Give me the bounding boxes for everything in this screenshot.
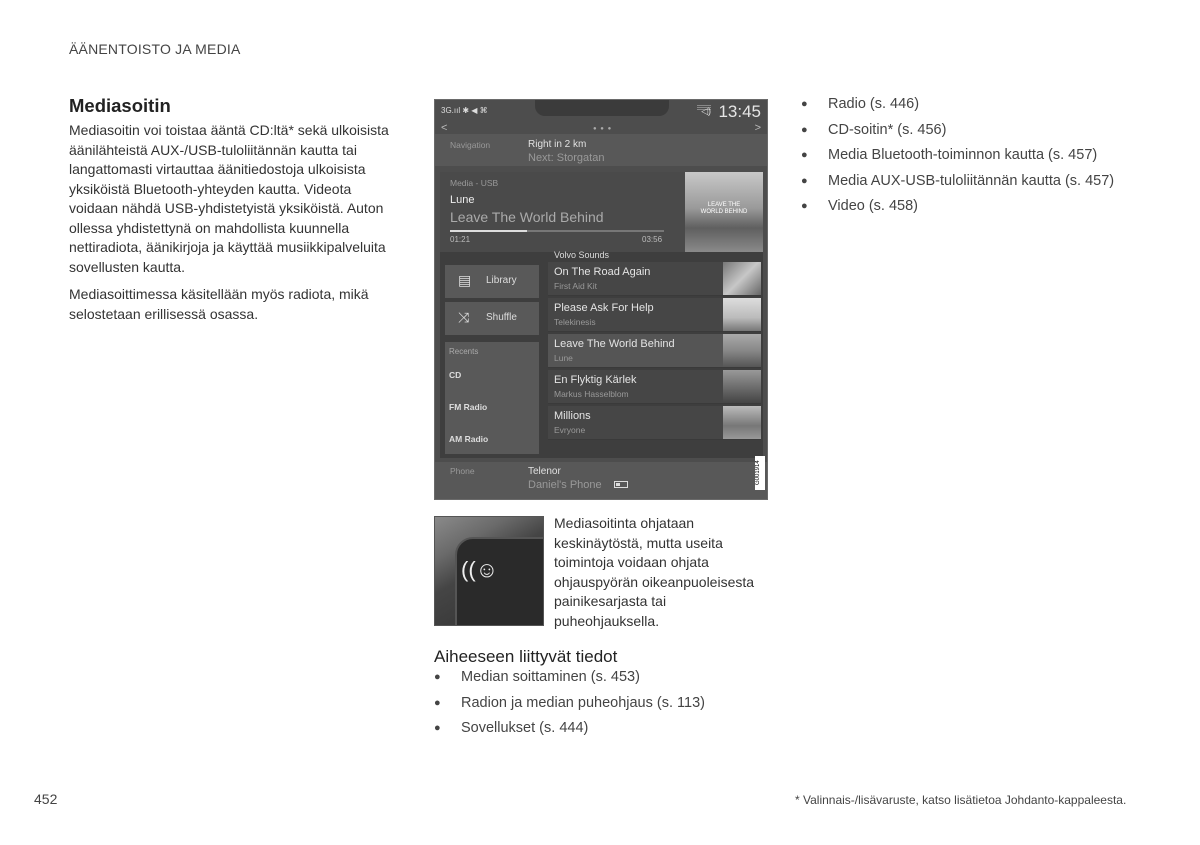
- now-playing-artist: Lune: [450, 194, 475, 206]
- library-label: Library: [486, 275, 517, 286]
- track-row: [548, 406, 761, 440]
- navigation-label: Navigation: [450, 140, 491, 150]
- section-header: ÄÄNENTOISTO JA MEDIA: [69, 41, 241, 57]
- related-info-list: [434, 668, 764, 745]
- recent-item: CD: [449, 370, 462, 380]
- footnote: * Valinnais-/lisävaruste, katso lisätietoa Johdanto-kappaleesta.: [795, 793, 1127, 807]
- track-row: [548, 298, 761, 332]
- page-number: 452: [34, 791, 58, 807]
- battery-icon: [614, 481, 628, 488]
- track-thumbnail: [723, 406, 761, 439]
- photo-caption: Mediasoitinta ohjataan keskinäytöstä, mutta useita toimintoja voidaan ohjata ohjauspyörän oikeanpuoleisesta painikesarjasta tai puheohjauksella.: [554, 515, 755, 629]
- track-row-active: [548, 334, 761, 368]
- now-playing: [440, 172, 690, 252]
- image-code: G001914: [755, 456, 765, 490]
- list-item: [801, 197, 1131, 216]
- link-apps[interactable]: Sovellukset (s. 444): [461, 720, 589, 736]
- chevron-right-icon: >: [754, 122, 761, 134]
- radio-note-paragraph: Mediasoittimessa käsitellään myös radiota, mikä selostetaan erillisessä osassa.: [69, 286, 369, 322]
- track-thumbnail: [723, 370, 761, 403]
- link-cd-player[interactable]: CD-soitin* (s. 456): [828, 121, 947, 138]
- navigation-tile: [435, 134, 767, 166]
- link-aux-usb-media[interactable]: Media AUX-USB-tuloliitännän kautta (s. 457): [828, 172, 1115, 189]
- list-item: [801, 95, 1131, 114]
- track-thumbnail: [723, 262, 761, 295]
- track-title: Leave The World Behind: [554, 338, 675, 350]
- now-playing-title: Leave The World Behind: [450, 209, 604, 225]
- shuffle-label: Shuffle: [486, 312, 517, 323]
- link-voice-control[interactable]: Radion ja median puheohjaus (s. 113): [461, 694, 705, 711]
- shuffle-icon: ⤨: [458, 309, 470, 325]
- status-icons: 3G.ııl ✱ ◀ ⌘: [441, 106, 488, 115]
- voice-control-icon: ((☺: [461, 557, 499, 582]
- page-title: Mediasoitin: [69, 95, 171, 116]
- track-duration: 03:56: [642, 235, 663, 244]
- library-button: [445, 265, 539, 298]
- track-thumbnail: [723, 298, 761, 331]
- track-artist: Markus Hasselblom: [554, 389, 629, 399]
- elapsed-time: 01:21: [450, 235, 471, 244]
- list-item: [801, 121, 1131, 140]
- intro-paragraph: Mediasoitin voi toistaa ääntä CD:ltä* sekä ulkoisista äänilähteistä AUX-/USB-tuloliitännän kautta tai langattomasti virtauttaa äänitiedostoja ulkoisista yksiköistä Bluetooth-yhteyden kautta. Videota voidaan nähdä USB-yhdistetyistä yksiköistä. Auton ollessa yhdistettynä on mahdollista kuunnella nettiradiota, äänikirjoja ja käyttää musiikkipalveluita sovellusten kautta.: [69, 122, 389, 275]
- track-row: [548, 262, 761, 296]
- navigation-instruction: Right in 2 km: [528, 139, 587, 150]
- center-display-screenshot: [434, 99, 768, 500]
- list-item: [434, 719, 764, 738]
- track-list: [548, 262, 761, 454]
- page-dots: ● ● ●: [593, 126, 613, 132]
- clock: 13:45: [718, 102, 761, 121]
- list-item: [801, 146, 1131, 165]
- track-title: En Flyktig Kärlek: [554, 374, 637, 386]
- progress-bar: [450, 230, 664, 232]
- recent-item: AM Radio: [449, 434, 489, 444]
- track-title: On The Road Again: [554, 266, 651, 278]
- recents-label: Recents: [449, 347, 479, 356]
- media-tile: [440, 172, 763, 458]
- track-artist: First Aid Kit: [554, 281, 597, 291]
- library-icon: ▤: [458, 272, 472, 288]
- speaker-icon: ◁): [701, 106, 711, 116]
- list-item: [801, 172, 1131, 191]
- track-artist: Telekinesis: [554, 317, 596, 327]
- chevron-left-icon: <: [441, 122, 448, 134]
- track-artist: Evryone: [554, 425, 586, 435]
- voice-control-button-photo: [434, 516, 544, 626]
- list-item: [434, 668, 764, 687]
- track-thumbnail: [723, 334, 761, 367]
- media-sources-list: [801, 95, 1131, 223]
- album-art: [685, 172, 763, 252]
- link-playing-media[interactable]: Median soittaminen (s. 453): [461, 669, 640, 685]
- list-item: [434, 694, 764, 713]
- related-info-heading: Aiheeseen liittyvät tiedot: [434, 647, 618, 666]
- link-bluetooth-media[interactable]: Media Bluetooth-toiminnon kautta (s. 457): [828, 147, 1098, 163]
- phone-carrier: Telenor: [528, 466, 561, 477]
- navigation-next: Next: Storgatan: [528, 152, 605, 164]
- track-title: Please Ask For Help: [554, 302, 654, 314]
- status-bar: [435, 100, 767, 126]
- track-artist: Lune: [554, 353, 573, 363]
- album-art-text: LEAVE THE WORLD BEHIND: [700, 202, 748, 215]
- link-video[interactable]: Video (s. 458): [828, 198, 919, 214]
- track-title: Millions: [554, 410, 591, 422]
- recents-panel: [445, 342, 539, 454]
- media-source-label: Media - USB: [450, 178, 499, 188]
- phone-label: Phone: [450, 466, 475, 476]
- track-row: [548, 370, 761, 404]
- playlist-header: Volvo Sounds: [554, 250, 610, 260]
- recent-item: FM Radio: [449, 402, 488, 412]
- phone-tile: [435, 462, 767, 499]
- link-radio[interactable]: Radio (s. 446): [828, 96, 920, 112]
- phone-device: Daniel's Phone: [528, 479, 602, 491]
- shuffle-button: [445, 302, 539, 335]
- progress-fill: [450, 230, 527, 232]
